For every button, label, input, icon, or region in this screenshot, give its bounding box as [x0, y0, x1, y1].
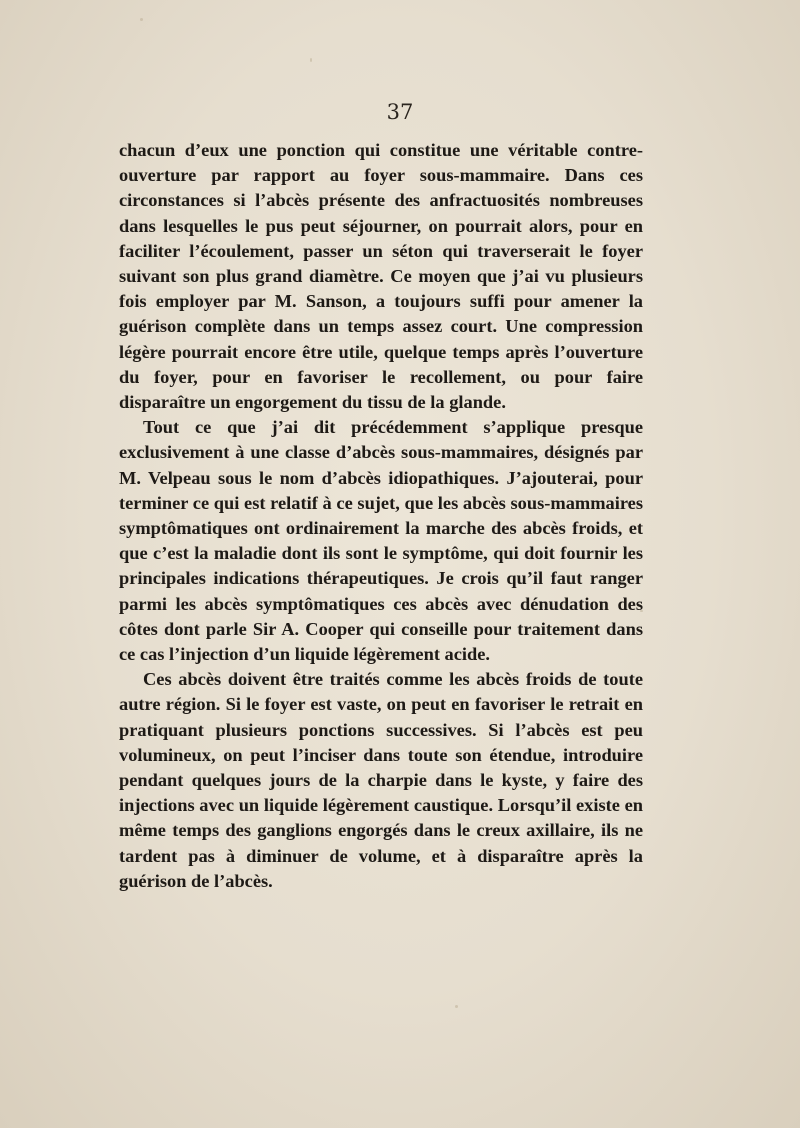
paper-fleck [455, 1005, 458, 1008]
paragraph-symptomatic-abscesses: Tout ce que j’ai dit précédemment s’applique presque exclusivement à une classe d’abcès sous-mammaires, désignés par M. Velpeau sous le nom d’abcès idiopathiques. J’ajouterai, pour terminer ce qui est relatif à ce sujet, que les abcès sous-mammaires symptômatiques ont ordinairement la marche des abcès froids, et que c’est la maladie dont ils sont le symptôme, qui doit fournir les principales indications thérapeutiques. Je crois qu’il faut ranger parmi les abcès symptômatiques ces abcès avec dénudation des côtes dont parle Sir A. Cooper qui conseille pour traitement dans ce cas l’injection d’un liquide légèrement acide. [119, 417, 643, 665]
paragraph-treatment: Ces abcès doivent être traités comme les abcès froids de toute autre région. Si le foyer est vaste, on peut en favoriser le retrait en pratiquant plusieurs ponctions successives. Si l’abcès est peu volumineux, on peut l’inciser dans toute son étendue, introduire pendant quelques jours de la charpie dans le kyste, y faire des injections avec un liquide légèrement caustique. Lorsqu’il existe en même temps des ganglions engorgés dans le creux axillaire, ils ne tardent pas à diminuer de volume, et à disparaître après la guérison de l’abcès. [119, 669, 643, 891]
paragraph-continued: chacun d’eux une ponction qui constitue une véritable contre-ouverture par rapport au foyer sous-mammaire. Dans ces circonstances si l’abcès présente des anfractuosités nombreuses dans lesquelles le pus peut séjourner, on pourrait alors, pour en faciliter l’écoulement, passer un séton qui traverserait le foyer suivant son plus grand diamètre. Ce moyen que j’ai vu plusieurs fois employer par M. Sanson, a toujours suffi pour amener la guérison complète dans un temps assez court. Une compression légère pourrait encore être utile, quelque temps après l’ouverture du foyer, pour en favoriser le recollement, ou pour faire disparaître un engorgement du tissu de la glande. [119, 140, 643, 413]
paper-fleck [310, 58, 312, 62]
page-number: 37 [386, 100, 414, 124]
paper-fleck [140, 18, 143, 21]
body-text [119, 138, 643, 894]
